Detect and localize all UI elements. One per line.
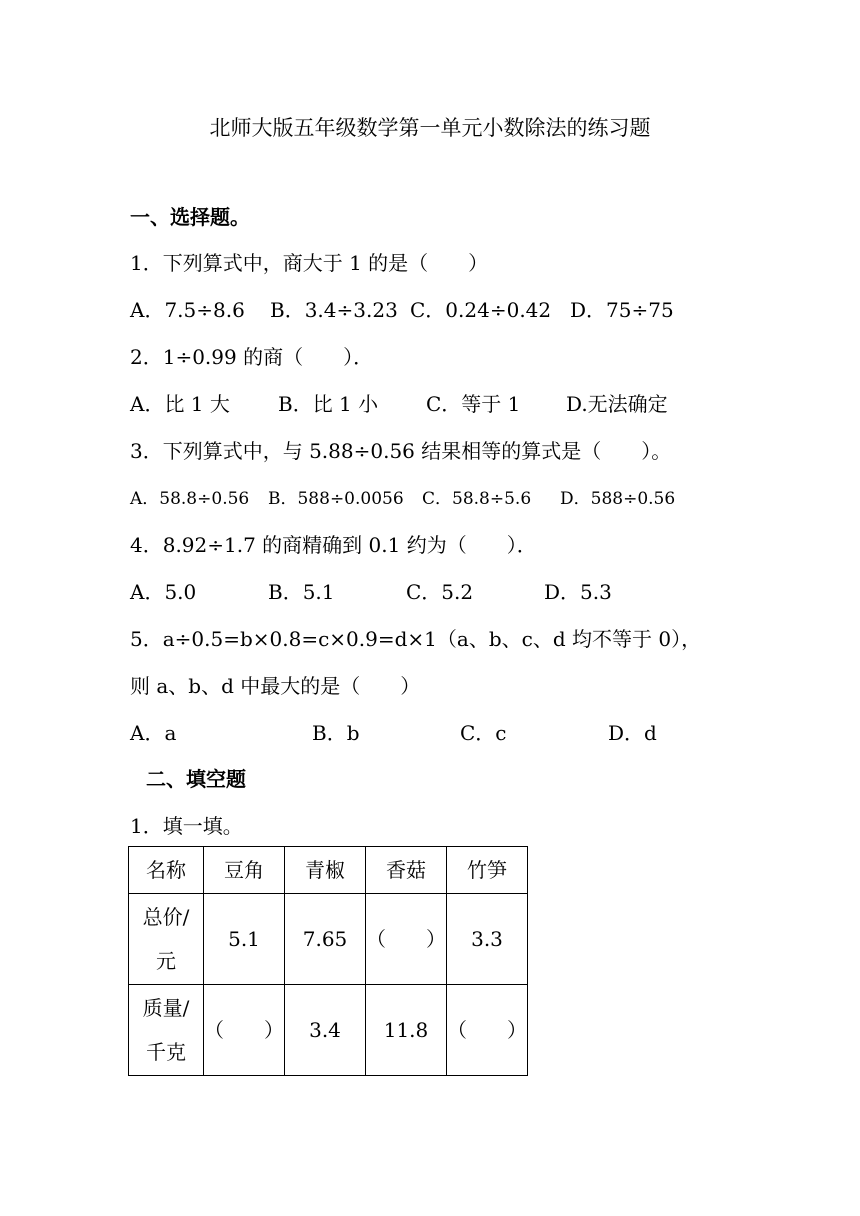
question-5-stem-line-1: 5．a÷0.5=b×0.8=c×0.9=d×1（a、b、c、d 均不等于 0）， bbox=[130, 627, 702, 651]
option-a: A．a bbox=[130, 721, 177, 745]
row-label-line-2: 元 bbox=[156, 949, 176, 973]
question-5-options bbox=[130, 718, 657, 748]
question-5-stem-line-2: 则 a、b、d 中最大的是（ ） bbox=[130, 674, 421, 698]
table-cell: 香菇 bbox=[366, 847, 447, 894]
table-cell: 名称 bbox=[129, 847, 204, 894]
option-b: B．5.1 bbox=[268, 580, 335, 604]
option-d: D.无法确定 bbox=[566, 392, 668, 416]
question-4-stem: 4．8.92÷1.7 的商精确到 0.1 约为（ ）． bbox=[130, 533, 537, 557]
option-c: C．等于 1 bbox=[426, 392, 521, 416]
option-c: C．5.2 bbox=[406, 580, 474, 604]
table-cell: 11.8 bbox=[366, 985, 447, 1076]
question-2-options bbox=[130, 389, 668, 419]
section-choice-heading: 一、选择题。 bbox=[130, 205, 250, 229]
table-row-label bbox=[129, 985, 204, 1076]
option-c: C．0.24÷0.42 bbox=[410, 298, 552, 322]
table-row bbox=[129, 985, 528, 1076]
option-a: A．58.8÷0.56 bbox=[130, 489, 250, 509]
option-d: D．d bbox=[608, 721, 657, 745]
option-b: B．b bbox=[312, 721, 360, 745]
section-fill-heading: 二、填空题 bbox=[146, 767, 246, 791]
table-cell: 青椒 bbox=[285, 847, 366, 894]
document-title: 北师大版五年级数学第一单元小数除法的练习题 bbox=[209, 116, 651, 140]
option-a: A．7.5÷8.6 bbox=[130, 298, 245, 322]
option-d: D．75÷75 bbox=[570, 298, 674, 322]
table-cell: （ ） bbox=[366, 894, 447, 985]
option-c: C．58.8÷5.6 bbox=[422, 489, 532, 509]
option-b: B．比 1 小 bbox=[278, 392, 379, 416]
row-label-line-2: 千克 bbox=[146, 1040, 186, 1064]
question-2-stem: 2．1÷0.99 的商（ ）． bbox=[130, 345, 374, 369]
option-c: C．c bbox=[460, 721, 507, 745]
question-1-options bbox=[130, 295, 674, 325]
table-row bbox=[129, 894, 528, 985]
table-cell: （ ） bbox=[204, 985, 285, 1076]
question-3-options bbox=[130, 484, 675, 514]
table-cell: 7.65 bbox=[285, 894, 366, 985]
question-3-stem: 3．下列算式中，与 5.88÷0.56 结果相等的算式是（ ）。 bbox=[130, 439, 672, 463]
option-a: A．5.0 bbox=[130, 580, 197, 604]
table-cell: 3.3 bbox=[447, 894, 528, 985]
option-b: B．588÷0.0056 bbox=[268, 489, 404, 509]
row-label-line-1: 总价/ bbox=[142, 905, 190, 929]
option-b: B．3.4÷3.23 bbox=[270, 298, 398, 322]
fill-question-1-stem: 1．填一填。 bbox=[130, 814, 243, 838]
option-d: D．588÷0.56 bbox=[560, 489, 676, 509]
price-quantity-table bbox=[128, 846, 528, 1076]
table-cell: （ ） bbox=[447, 985, 528, 1076]
option-a: A．比 1 大 bbox=[130, 392, 230, 416]
row-label-line-1: 质量/ bbox=[142, 996, 190, 1020]
table-cell: 3.4 bbox=[285, 985, 366, 1076]
table-header-row bbox=[129, 847, 528, 894]
table-cell: 豆角 bbox=[204, 847, 285, 894]
option-d: D．5.3 bbox=[544, 580, 612, 604]
table-cell: 5.1 bbox=[204, 894, 285, 985]
question-4-options bbox=[130, 577, 612, 607]
question-1-stem: 1．下列算式中，商大于 1 的是（ ） bbox=[130, 251, 489, 275]
table-cell: 竹笋 bbox=[447, 847, 528, 894]
table-row-label bbox=[129, 894, 204, 985]
